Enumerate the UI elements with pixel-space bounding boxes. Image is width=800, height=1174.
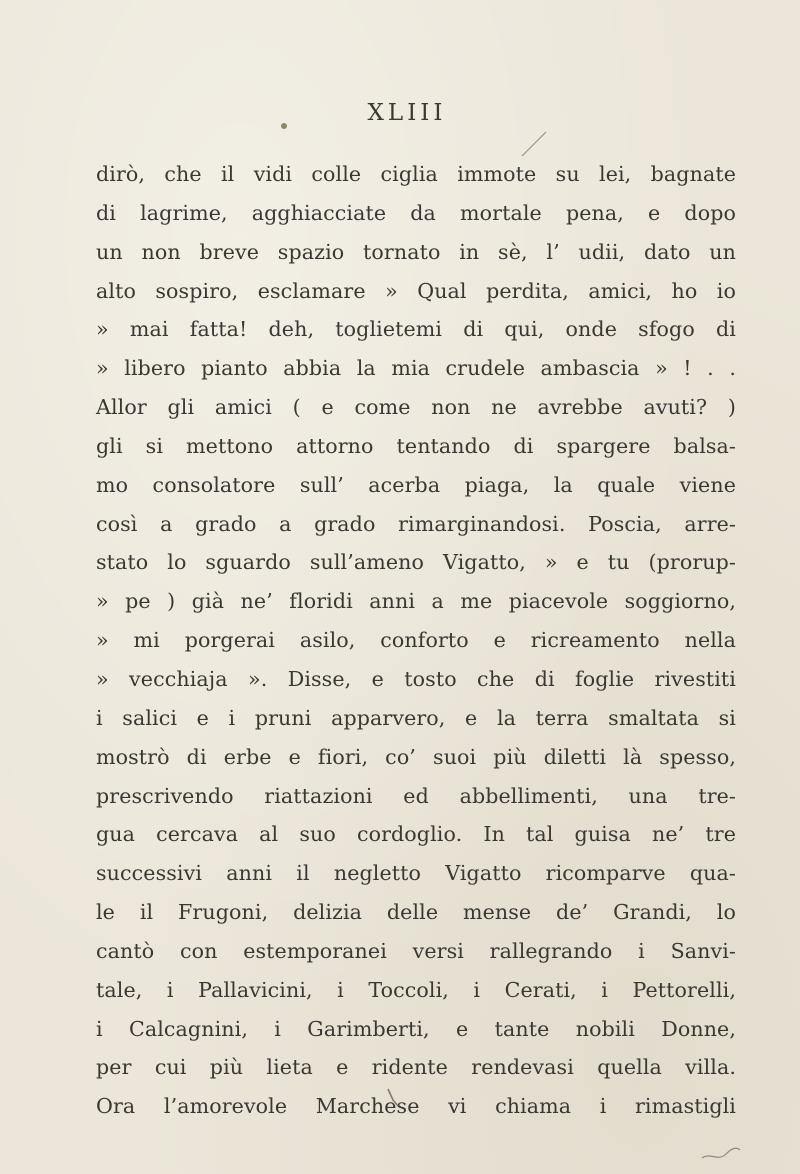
text-line: cantò con estemporanei versi rallegrando i Sanvi- bbox=[96, 938, 736, 963]
text-line: le il Frugoni, delizia delle mense de’ Grandi, lo bbox=[96, 900, 736, 925]
running-head bbox=[0, 100, 800, 126]
text-line: per cui più lieta e ridente rendevasi quella villa. bbox=[96, 1055, 736, 1080]
text-line: così a grado a grado rimarginandosi. Poscia, arre- bbox=[96, 511, 736, 536]
text-line: » mi porgerai asilo, conforto e ricreamento nella bbox=[96, 628, 736, 653]
text-line: mostrò di erbe e fiori, co’ suoi più diletti là spesso, bbox=[96, 744, 736, 769]
pencil-tick-icon bbox=[385, 1086, 401, 1110]
text-line: successivi anni il negletto Vigatto ricomparve qua- bbox=[96, 861, 736, 886]
text-line: alto sospiro, esclamare » Qual perdita, amici, ho io bbox=[96, 278, 736, 303]
text-line: Ora l’amorevole Marchese vi chiama i rimastigli bbox=[96, 1094, 736, 1119]
body-text bbox=[96, 155, 736, 1126]
text-line: dirò, che il vidi colle ciglia immote su lei, bagnate bbox=[96, 162, 736, 186]
text-line: » mai fatta! deh, toglietemi di qui, onde sfogo di bbox=[96, 317, 736, 342]
text-line: prescrivendo riattazioni ed abbellimenti, una tre- bbox=[96, 783, 736, 808]
text-line: gua cercava al suo cordoglio. In tal guisa ne’ tre bbox=[96, 822, 736, 847]
text-line: stato lo sguardo sull’ameno Vigatto, » e tu (prorup- bbox=[96, 550, 736, 575]
text-line: i salici e i pruni apparvero, e la terra smaltata si bbox=[96, 705, 736, 730]
text-line: gli si mettono attorno tentando di spargere balsa- bbox=[96, 433, 736, 458]
page-number-roman: XLIII bbox=[367, 100, 447, 126]
pencil-squiggle-icon bbox=[700, 1140, 742, 1164]
text-line: » pe ) già ne’ floridi anni a me piacevole soggiorno, bbox=[96, 589, 736, 614]
text-line: » vecchiaja ». Disse, e tosto che di foglie rivestiti bbox=[96, 666, 736, 691]
text-line: » libero pianto abbia la mia crudele ambascia » ! . . bbox=[96, 356, 736, 381]
text-line: i Calcagnini, i Garimberti, e tante nobili Donne, bbox=[96, 1016, 736, 1041]
text-line: un non breve spazio tornato in sè, l’ udii, dato un bbox=[96, 239, 736, 264]
text-line: tale, i Pallavicini, i Toccoli, i Cerati, i Pettorelli, bbox=[96, 977, 736, 1002]
text-line: mo consolatore sull’ acerba piaga, la quale viene bbox=[96, 472, 736, 497]
text-line: Allor gli amici ( e come non ne avrebbe avuti? ) bbox=[96, 395, 736, 420]
text-line: di lagrime, agghiacciate da mortale pena, e dopo bbox=[96, 200, 736, 225]
